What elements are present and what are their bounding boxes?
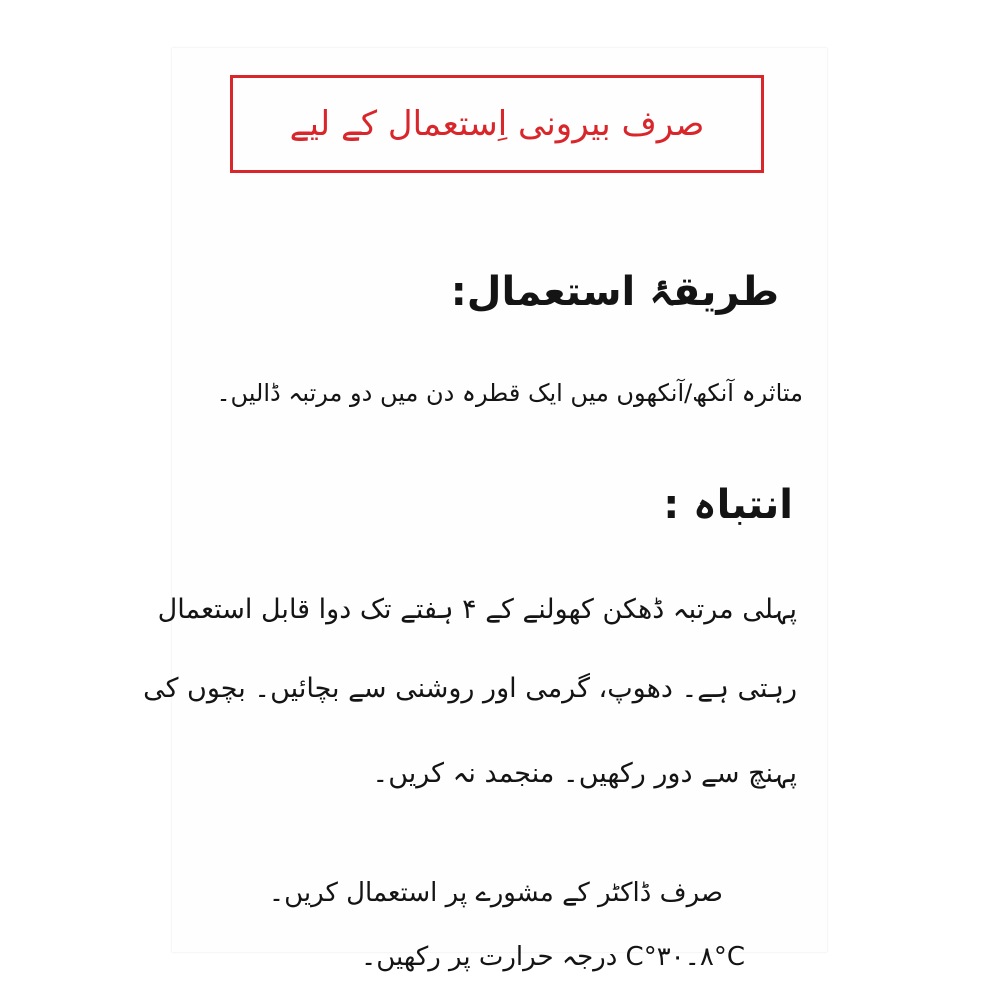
label-card (143, 48, 827, 972)
warning-line: پہلی مرتبہ ڈھکن کھولنے کے ۴ ہفتے تک دوا قابل استعمال (157, 594, 797, 625)
warning-heading: انتباہ : (663, 482, 793, 528)
external-use-box (230, 75, 764, 173)
warning-line: پہنچ سے دور رکھیں۔ منجمد نہ کریں۔ (372, 758, 797, 789)
method-heading: طریقۂ استعمال: (450, 269, 779, 315)
external-use-text: صرف بیرونی اِستعمال کے لیے (289, 104, 705, 144)
doctor-advice-text: صرف ڈاکٹر کے مشورے پر استعمال کریں۔ (268, 878, 723, 908)
warning-line: رہتی ہے۔ دھوپ، گرمی اور روشنی سے بچائیں۔ بچوں کی (143, 673, 797, 704)
method-text: متاثرہ آنکھ/آنکھوں میں ایک قطرہ دن میں دو مرتبہ ڈالیں۔ (216, 379, 803, 407)
storage-temperature-text: ۸°C۔۳۰°C درجہ حرارت پر رکھیں۔ (361, 942, 745, 972)
